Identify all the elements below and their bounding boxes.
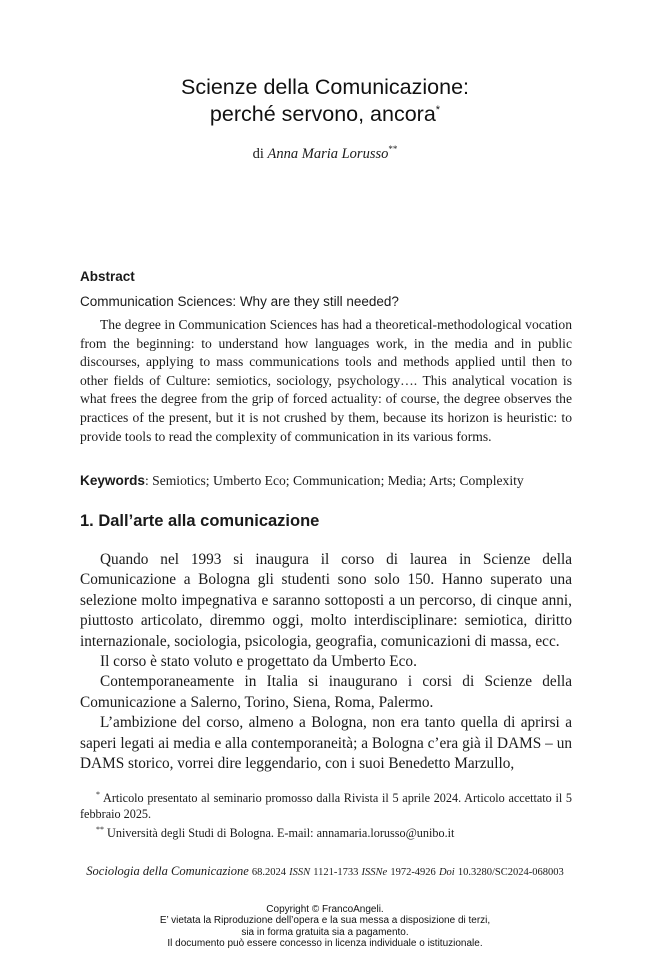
keywords-label: Keywords (80, 473, 145, 488)
author-name: Anna Maria Lorusso (267, 146, 389, 162)
footnotes (80, 790, 572, 844)
abstract-subtitle: Communication Sciences: Why are they still needed? (80, 294, 399, 309)
abstract-heading: Abstract (80, 269, 135, 284)
copyright-line: sia in forma gratuita sia a pagamento. (241, 926, 409, 938)
section-body (80, 550, 572, 774)
body-paragraph: L’ambizione del corso, almeno a Bologna, non era tanto quella di aprirsi a saperi legati ai media e alla contemporaneità; a Bologna c’era già il DAMS – un DAMS storico, vorrei dire leggendario, con i suoi Benedetto Marzullo, (80, 714, 572, 773)
author-footnote-mark: ** (388, 144, 398, 155)
article-title (0, 74, 650, 128)
title-line-2: perché servono, ancora* (209, 102, 441, 126)
abstract-text: The degree in Communication Sciences has had a theoretical-methodological vocation from the beginning: to understand how languages work, in the media and in public discourses, applying to mass communications tools and methods applied until then to other fields of Culture: semiotics, sociology, psychology…. This analytical vocation is what frees the degree from the grip of forced actuality: of course, the degree observes the practices of the present, but it is not crushed by them, because its horizon is heuristic: to provide tools to read the complexity of communication in its various forms. (80, 317, 572, 444)
keywords-list: : Semiotics; Umberto Eco; Communication; Media; Arts; Complexity (144, 473, 524, 488)
copyright-line: Il documento può essere concesso in licenza individuale o istituzionale. (167, 938, 483, 950)
journal-name: Sociologia della Comunicazione (86, 864, 249, 878)
footnote: * Articolo presentato al seminario promosso dalla Rivista il 5 aprile 2024. Articolo accettato il 5 febbraio 2025. (80, 789, 573, 821)
copyright-notice (0, 904, 650, 950)
keywords-line (80, 473, 580, 489)
author-line: di Anna Maria Lorusso** (252, 144, 398, 162)
footnote: ** Università degli Studi di Bologna. E-mail: annamaria.lorusso@unibo.it (96, 824, 455, 840)
section-heading: 1. Dall’arte alla comunicazione (80, 512, 320, 530)
title-line-1: Scienze della Comunicazione: (180, 75, 470, 99)
copyright-line: Copyright © FrancoAngeli. (266, 904, 384, 915)
body-paragraph: Quando nel 1993 si inaugura il corso di laurea in Scienze della Comunicazione a Bologna gli studenti sono solo 150. Hanno superato una selezione molto impegnativa e saranno sottoposti a un percorso, di cinque anni, piuttosto articolato, diremmo oggi, molto interdisciplinare: semiotica, diritto internazionale, sociologia, psicologia, geografia, comunicazioni di massa, ecc. (80, 551, 572, 650)
title-footnote-mark: * (435, 103, 441, 116)
copyright-line: E’ vietata la Riproduzione dell’opera e la sua messa a disposizione di terzi, (159, 915, 491, 927)
body-paragraph: Il corso è stato voluto e progettato da Umberto Eco. (100, 653, 417, 671)
body-paragraph: Contemporaneamente in Italia si inaugurano i corsi di Scienze della Comunicazione a Salerno, Torino, Siena, Roma, Palermo. (80, 673, 572, 711)
journal-footer: Sociologia della Comunicazione 68.2024 ISSN 1121-1733 ISSNe 1972-4926 Doi 10.3280/SC2024-068003 (86, 864, 564, 878)
